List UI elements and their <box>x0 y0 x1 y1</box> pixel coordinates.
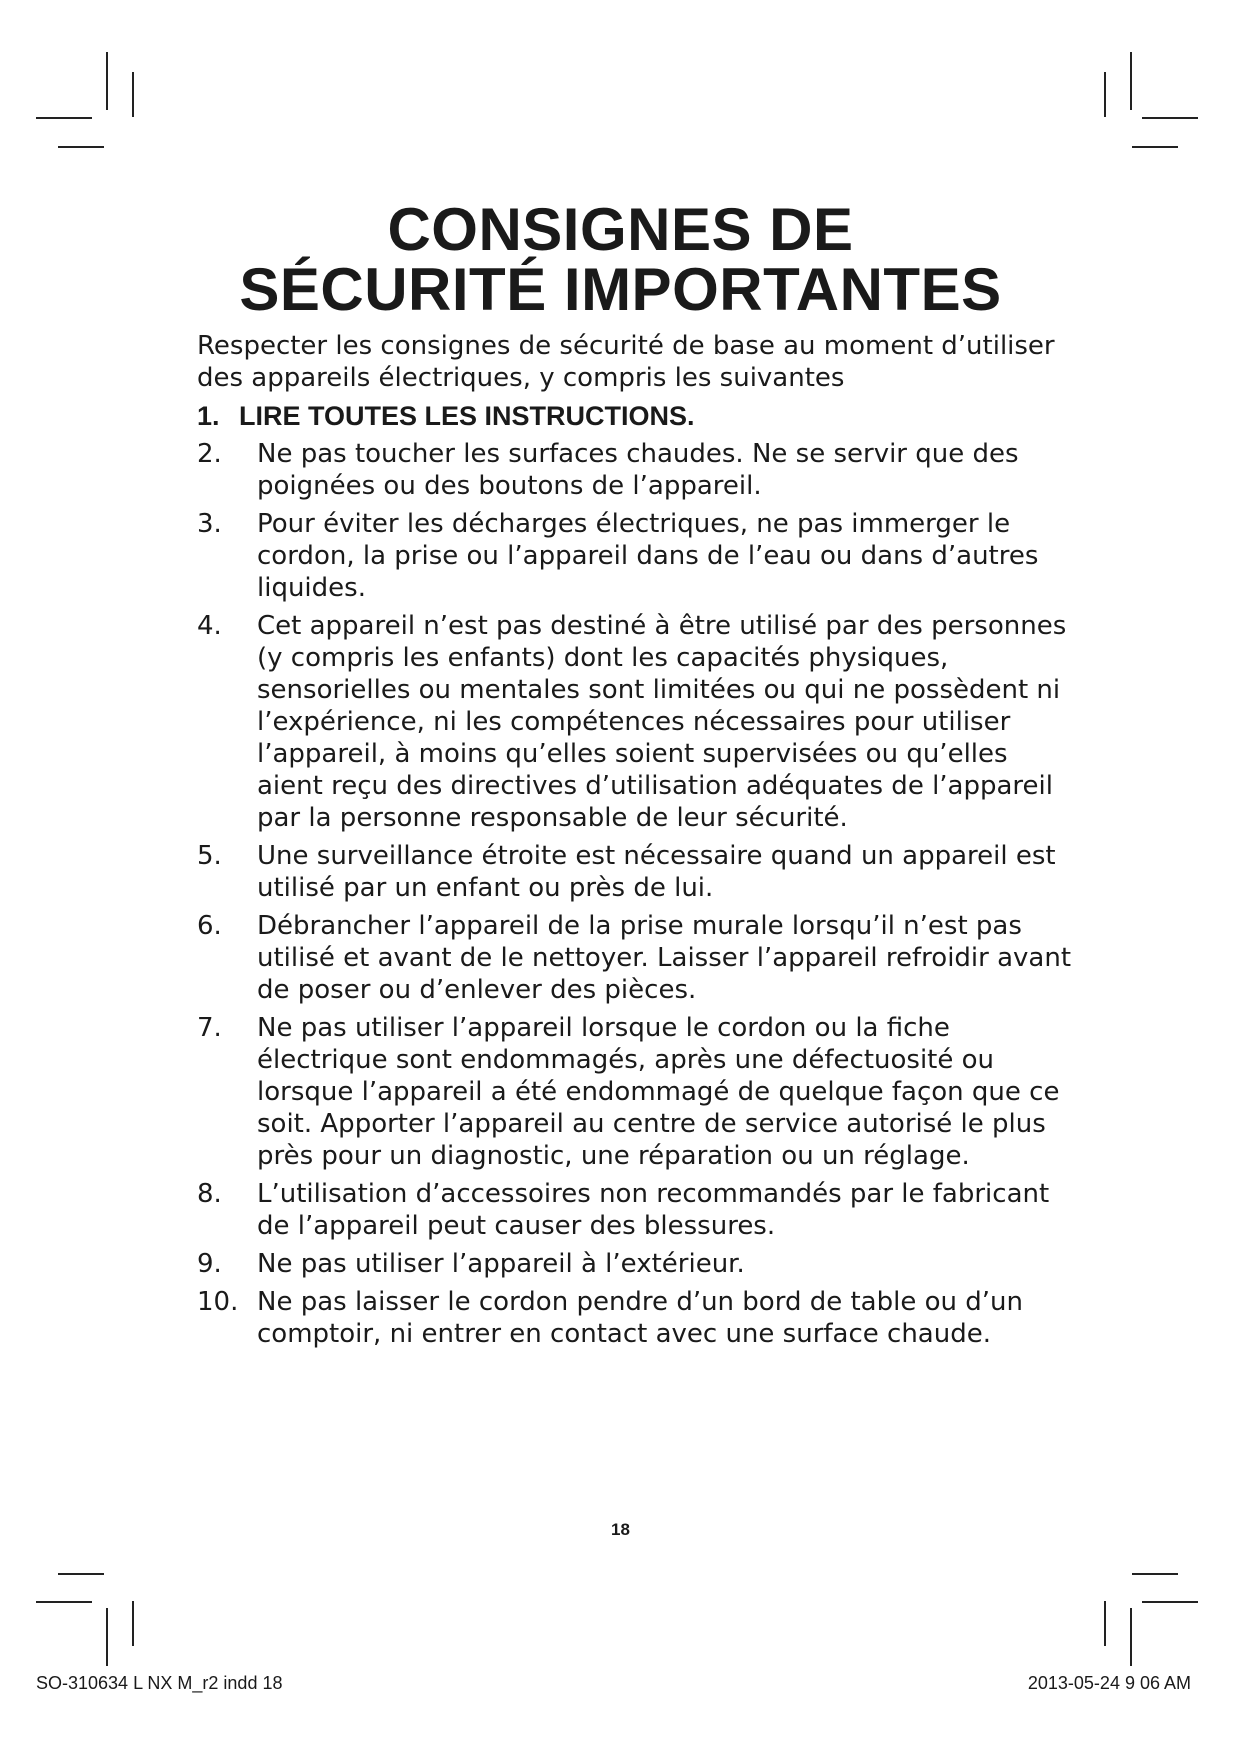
item-text: L’utilisation d’accessoires non recommandés par le fabricant de l’appareil peut causer des blessures. <box>257 1179 1050 1241</box>
item-text: Ne pas toucher les surfaces chaudes. Ne se servir que des poignées ou des boutons de l’appareil. <box>257 439 1019 501</box>
item-number: 8. <box>197 1179 222 1209</box>
crop-mark <box>1142 117 1198 119</box>
item-number: 1. <box>197 401 220 431</box>
crop-mark <box>1142 1601 1198 1603</box>
crop-mark <box>58 1573 104 1575</box>
title-line-2: SÉCURITÉ IMPORTANTES <box>239 256 1002 323</box>
item-text: LIRE TOUTES LES INSTRUCTIONS. <box>239 401 695 431</box>
list-item <box>197 400 1077 432</box>
crop-mark <box>1132 1573 1178 1575</box>
crop-mark <box>1104 72 1106 117</box>
crop-mark <box>106 52 108 110</box>
item-text: Débrancher l’appareil de la prise murale lorsqu’il n’est pas utilisé et avant de le nettoyer. Laisser l’appareil refroidir avant de poser ou d’enlever des pièces. <box>257 911 1072 1005</box>
crop-mark <box>106 1608 108 1666</box>
item-text: Ne pas laisser le cordon pendre d’un bord de table ou d’un comptoir, ni entrer en contact avec une surface chaude. <box>257 1287 1023 1349</box>
item-number: 4. <box>197 611 222 641</box>
item-number: 5. <box>197 841 222 871</box>
item-text: Pour éviter les décharges électriques, ne pas immerger le cordon, la prise ou l’appareil dans de l’eau ou dans d’autres liquides. <box>257 509 1039 603</box>
crop-mark <box>1130 1608 1132 1666</box>
crop-mark <box>36 117 92 119</box>
print-slug-timestamp: 2013-05-24 9 06 AM <box>1027 1673 1191 1693</box>
item-number: 10. <box>197 1287 239 1317</box>
list-item <box>197 1286 1077 1350</box>
item-text: Ne pas utiliser l’appareil lorsque le cordon ou la fiche électrique sont endommagés, après une défectuosité ou lorsque l’appareil a été endommagé de quelque façon que ce soit. Apporter l’appareil au centre de service autorisé le plus près pour un diagnostic, une réparation ou un réglage. <box>257 1013 1060 1171</box>
crop-mark <box>132 1601 134 1646</box>
list-item <box>197 610 1077 834</box>
list-item <box>197 1248 1077 1280</box>
safety-instructions <box>197 330 1077 1356</box>
list-item <box>197 1178 1077 1242</box>
list-item <box>197 840 1077 904</box>
page-title <box>0 196 1241 323</box>
list-item <box>197 438 1077 502</box>
print-slug-filename: SO-310634 L NX M_r2 indd 18 <box>36 1673 283 1693</box>
list-item <box>197 508 1077 604</box>
item-text: Une surveillance étroite est nécessaire quand un appareil est utilisé par un enfant ou près de lui. <box>257 841 1056 903</box>
list-item <box>197 1012 1077 1172</box>
item-text: Cet appareil n’est pas destiné à être utilisé par des personnes (y compris les enfants) dont les capacités physiques, sensorielles ou mentales sont limitées ou qui ne possèdent ni l’expérience, ni les compétences nécessaires pour utiliser l’appareil, à moins qu’elles soient supervisées ou qu’elles aient reçu des directives d’utilisation adéquates de l’appareil par la personne responsable de leur sécurité. <box>257 611 1067 833</box>
crop-mark <box>1104 1601 1106 1646</box>
item-text: Ne pas utiliser l’appareil à l’extérieur. <box>257 1249 745 1279</box>
crop-mark <box>58 146 104 148</box>
item-number: 2. <box>197 439 222 469</box>
page-number: 18 <box>611 1520 630 1539</box>
crop-mark <box>132 72 134 117</box>
item-number: 6. <box>197 911 222 941</box>
crop-mark <box>36 1601 92 1603</box>
instruction-list <box>197 400 1077 1350</box>
list-item <box>197 910 1077 1006</box>
intro-paragraph: Respecter les consignes de sécurité de base au moment d’utiliser des appareils électriques, y compris les suivantes <box>197 331 1055 393</box>
crop-mark <box>1130 52 1132 110</box>
crop-mark <box>1132 146 1178 148</box>
item-number: 3. <box>197 509 222 539</box>
title-line-1: CONSIGNES DE <box>387 196 854 263</box>
item-number: 7. <box>197 1013 222 1043</box>
item-number: 9. <box>197 1249 222 1279</box>
